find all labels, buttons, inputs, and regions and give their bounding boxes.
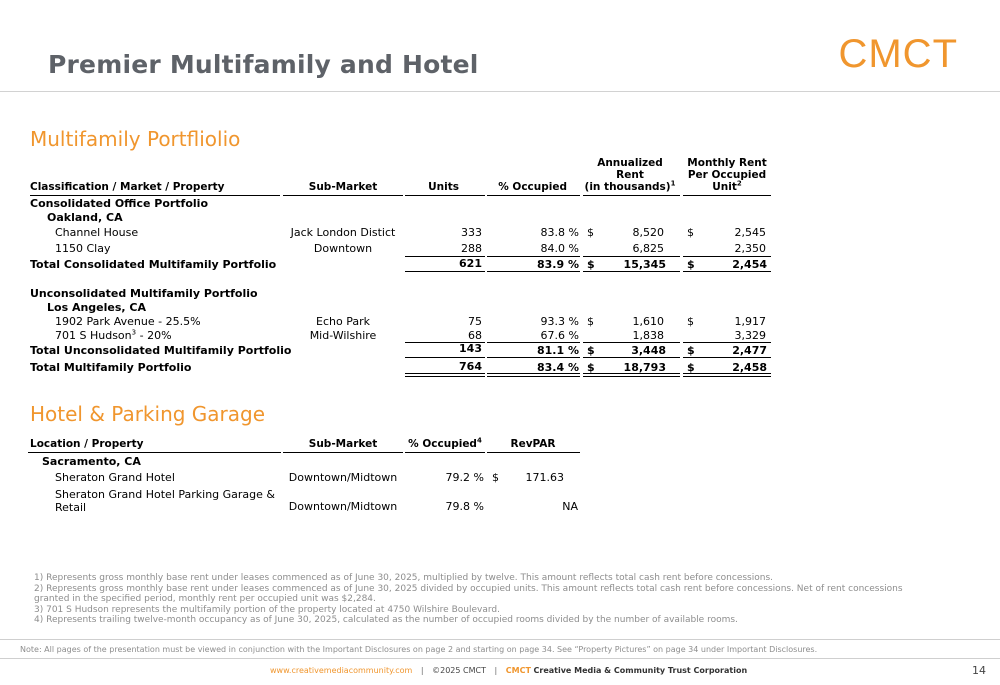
total-rule <box>487 342 580 343</box>
property-name: Sheraton Grand Hotel Parking Garage & Retail <box>55 488 275 514</box>
header-underline <box>487 452 580 453</box>
grand-total-rule <box>405 373 485 377</box>
rent-cell: 8,520 <box>632 226 664 239</box>
dollar-sign: $ <box>492 471 499 484</box>
footnote: 1) Represents gross monthly base rent under leases commenced as of June 30, 2025, multiplied by twelve. This amount reflects total cash rent before concessions. <box>34 573 773 583</box>
header-underline <box>583 195 680 196</box>
occupied-cell: 83.4 % <box>537 361 579 374</box>
header-underline <box>405 195 485 196</box>
units-cell: 333 <box>461 226 482 239</box>
total-rule <box>583 271 680 272</box>
header-divider <box>0 91 1000 92</box>
units-cell: 764 <box>459 360 482 373</box>
occupied-cell: 83.9 % <box>537 258 579 271</box>
total-label: Total Consolidated Multifamily Portfolio <box>30 258 277 271</box>
group-label: Unconsolidated Multifamily Portfolio <box>30 287 258 300</box>
occupied-cell: 83.8 % <box>540 226 579 239</box>
header-occupied: % Occupied <box>498 181 567 193</box>
occupied-cell: 79.2 % <box>445 471 484 484</box>
header-underline <box>28 452 281 453</box>
total-rule <box>683 256 771 257</box>
occupied-cell: 93.3 % <box>540 315 579 328</box>
header-classification: Classification / Market / Property <box>30 181 225 193</box>
rent-cell: 6,825 <box>632 242 664 255</box>
monthly-cell: 2,545 <box>734 226 766 239</box>
header-monthly-rent: Monthly Rent Per Occupied Unit$^2$ <box>687 157 767 193</box>
total-rule <box>405 357 485 358</box>
dollar-sign: $ <box>687 258 695 271</box>
submarket-cell: Jack London Distict <box>290 226 396 239</box>
total-rule <box>683 271 771 272</box>
units-cell: 288 <box>461 242 482 255</box>
multifamily-section-title: Multifamily Portfliolio <box>30 127 241 151</box>
page-number: 14 <box>972 664 986 677</box>
market-label: Sacramento, CA <box>42 455 141 468</box>
grand-total-rule <box>583 373 680 377</box>
total-rule <box>487 357 580 358</box>
total-rule <box>583 256 680 257</box>
revpar-cell: NA <box>562 500 578 513</box>
monthly-cell: 2,454 <box>732 258 767 271</box>
property-name: Sheraton Grand Hotel <box>55 471 175 484</box>
dollar-sign: $ <box>587 361 595 374</box>
brand-mark: CMCT <box>505 666 531 675</box>
property-name: Channel House <box>55 226 139 239</box>
monthly-cell: 2,458 <box>732 361 767 374</box>
submarket-cell: Echo Park <box>316 315 370 328</box>
rent-cell: 18,793 <box>623 361 666 374</box>
monthly-cell: 3,329 <box>734 329 766 342</box>
header-underline <box>283 452 403 453</box>
total-rule <box>683 342 771 343</box>
dollar-sign: $ <box>587 258 595 271</box>
dollar-sign: $ <box>587 226 594 239</box>
company-name: Creative Media & Community Trust Corporation <box>533 666 748 675</box>
property-name: 1150 Clay <box>55 242 111 255</box>
total-label: Total Unconsolidated Multifamily Portfolio <box>30 344 292 357</box>
grand-total-label: Total Multifamily Portfolio <box>30 361 192 374</box>
hotel-section-title: Hotel & Parking Garage <box>30 402 266 426</box>
total-rule <box>405 271 485 272</box>
header-underline <box>487 195 580 196</box>
property-name: 1902 Park Avenue - 25.5% <box>55 315 201 328</box>
rent-cell: 1,838 <box>632 329 664 342</box>
footnote: 3) 701 S Hudson represents the multifamily portion of the property located at 4750 Wilshire Boulevard. <box>34 604 500 615</box>
units-cell: 621 <box>459 257 482 270</box>
dollar-sign: $ <box>687 226 694 239</box>
cmct-logo: CMCT <box>838 32 958 76</box>
revpar-cell: 171.63 <box>525 471 564 484</box>
footnote: 4) Represents trailing twelve-month occupancy as of June 30, 2025, calculated as the number of occupied rooms divided by the number of available rooms. <box>34 615 738 625</box>
units-cell: 143 <box>459 342 482 355</box>
units-cell: 75 <box>468 315 482 328</box>
grand-total-rule <box>487 373 580 377</box>
submarket-cell: Downtown/Midtown <box>288 500 398 513</box>
footer-divider <box>0 639 1000 640</box>
occupied-cell: 79.8 % <box>445 500 484 513</box>
dollar-sign: $ <box>687 315 694 328</box>
dollar-sign: $ <box>587 315 594 328</box>
dollar-sign: $ <box>587 344 595 357</box>
monthly-cell: 2,477 <box>732 344 767 357</box>
footnote: granted in the specified period, monthly rent per occupied unit was $2,284. <box>34 594 376 604</box>
footer-divider <box>0 658 1000 659</box>
submarket-cell: Mid-Wilshire <box>309 329 377 342</box>
header-annualized-rent: Annualized Rent (in thousands)$^1$ <box>584 157 676 193</box>
total-rule <box>583 357 680 358</box>
property-name: 701 S Hudson$^3$ - 20% <box>55 328 172 342</box>
header-location: Location / Property <box>30 438 144 450</box>
header-occupied: % Occupied$^4$ <box>408 436 482 450</box>
footnote: 2) Represents gross monthly base rent under leases commenced as of June 30, 2025 divided by occupied units. This amount reflects total cash rent before concessions. Net of rent concessions <box>34 583 903 594</box>
market-label: Oakland, CA <box>47 211 123 224</box>
grand-total-rule <box>683 373 771 377</box>
separator: | <box>494 666 498 675</box>
page-title: Premier Multifamily and Hotel <box>48 50 479 79</box>
total-rule <box>487 271 580 272</box>
occupied-cell: 67.6 % <box>540 329 579 342</box>
market-label: Los Angeles, CA <box>47 301 146 314</box>
group-label: Consolidated Office Portfolio <box>30 197 208 210</box>
total-rule <box>583 342 680 343</box>
footer-bar <box>270 666 747 676</box>
submarket-cell: Downtown/Midtown <box>288 471 398 484</box>
footnotes <box>34 573 954 626</box>
separator: | <box>420 666 424 675</box>
total-rule <box>683 357 771 358</box>
submarket-cell: Downtown <box>313 242 373 255</box>
header-underline <box>683 195 771 196</box>
occupied-cell: 81.1 % <box>537 344 579 357</box>
header-submarket: Sub-Market <box>308 181 378 193</box>
header-underline <box>283 195 403 196</box>
website-link[interactable]: www.creativemediacommunity.com <box>270 666 413 675</box>
disclosure-note: Note: All pages of the presentation must be viewed in conjunction with the Important Disclosures on page 2 and starting on page 34. See “Property Pictures” on page 34 under Important Disclosures. <box>20 645 818 654</box>
total-rule <box>487 256 580 257</box>
header-revpar: RevPAR <box>510 438 556 450</box>
header-underline <box>30 195 280 196</box>
rent-cell: 1,610 <box>632 315 664 328</box>
copyright: ©2025 CMCT <box>432 666 486 675</box>
rent-cell: 15,345 <box>623 258 666 271</box>
header-units: Units <box>428 181 459 193</box>
dollar-sign: $ <box>687 361 695 374</box>
occupied-cell: 84.0 % <box>540 242 579 255</box>
units-cell: 68 <box>468 329 482 342</box>
dollar-sign: $ <box>687 344 695 357</box>
monthly-cell: 1,917 <box>734 315 766 328</box>
header-submarket: Sub-Market <box>308 438 378 450</box>
header-underline <box>405 452 485 453</box>
monthly-cell: 2,350 <box>734 242 766 255</box>
rent-cell: 3,448 <box>631 344 666 357</box>
